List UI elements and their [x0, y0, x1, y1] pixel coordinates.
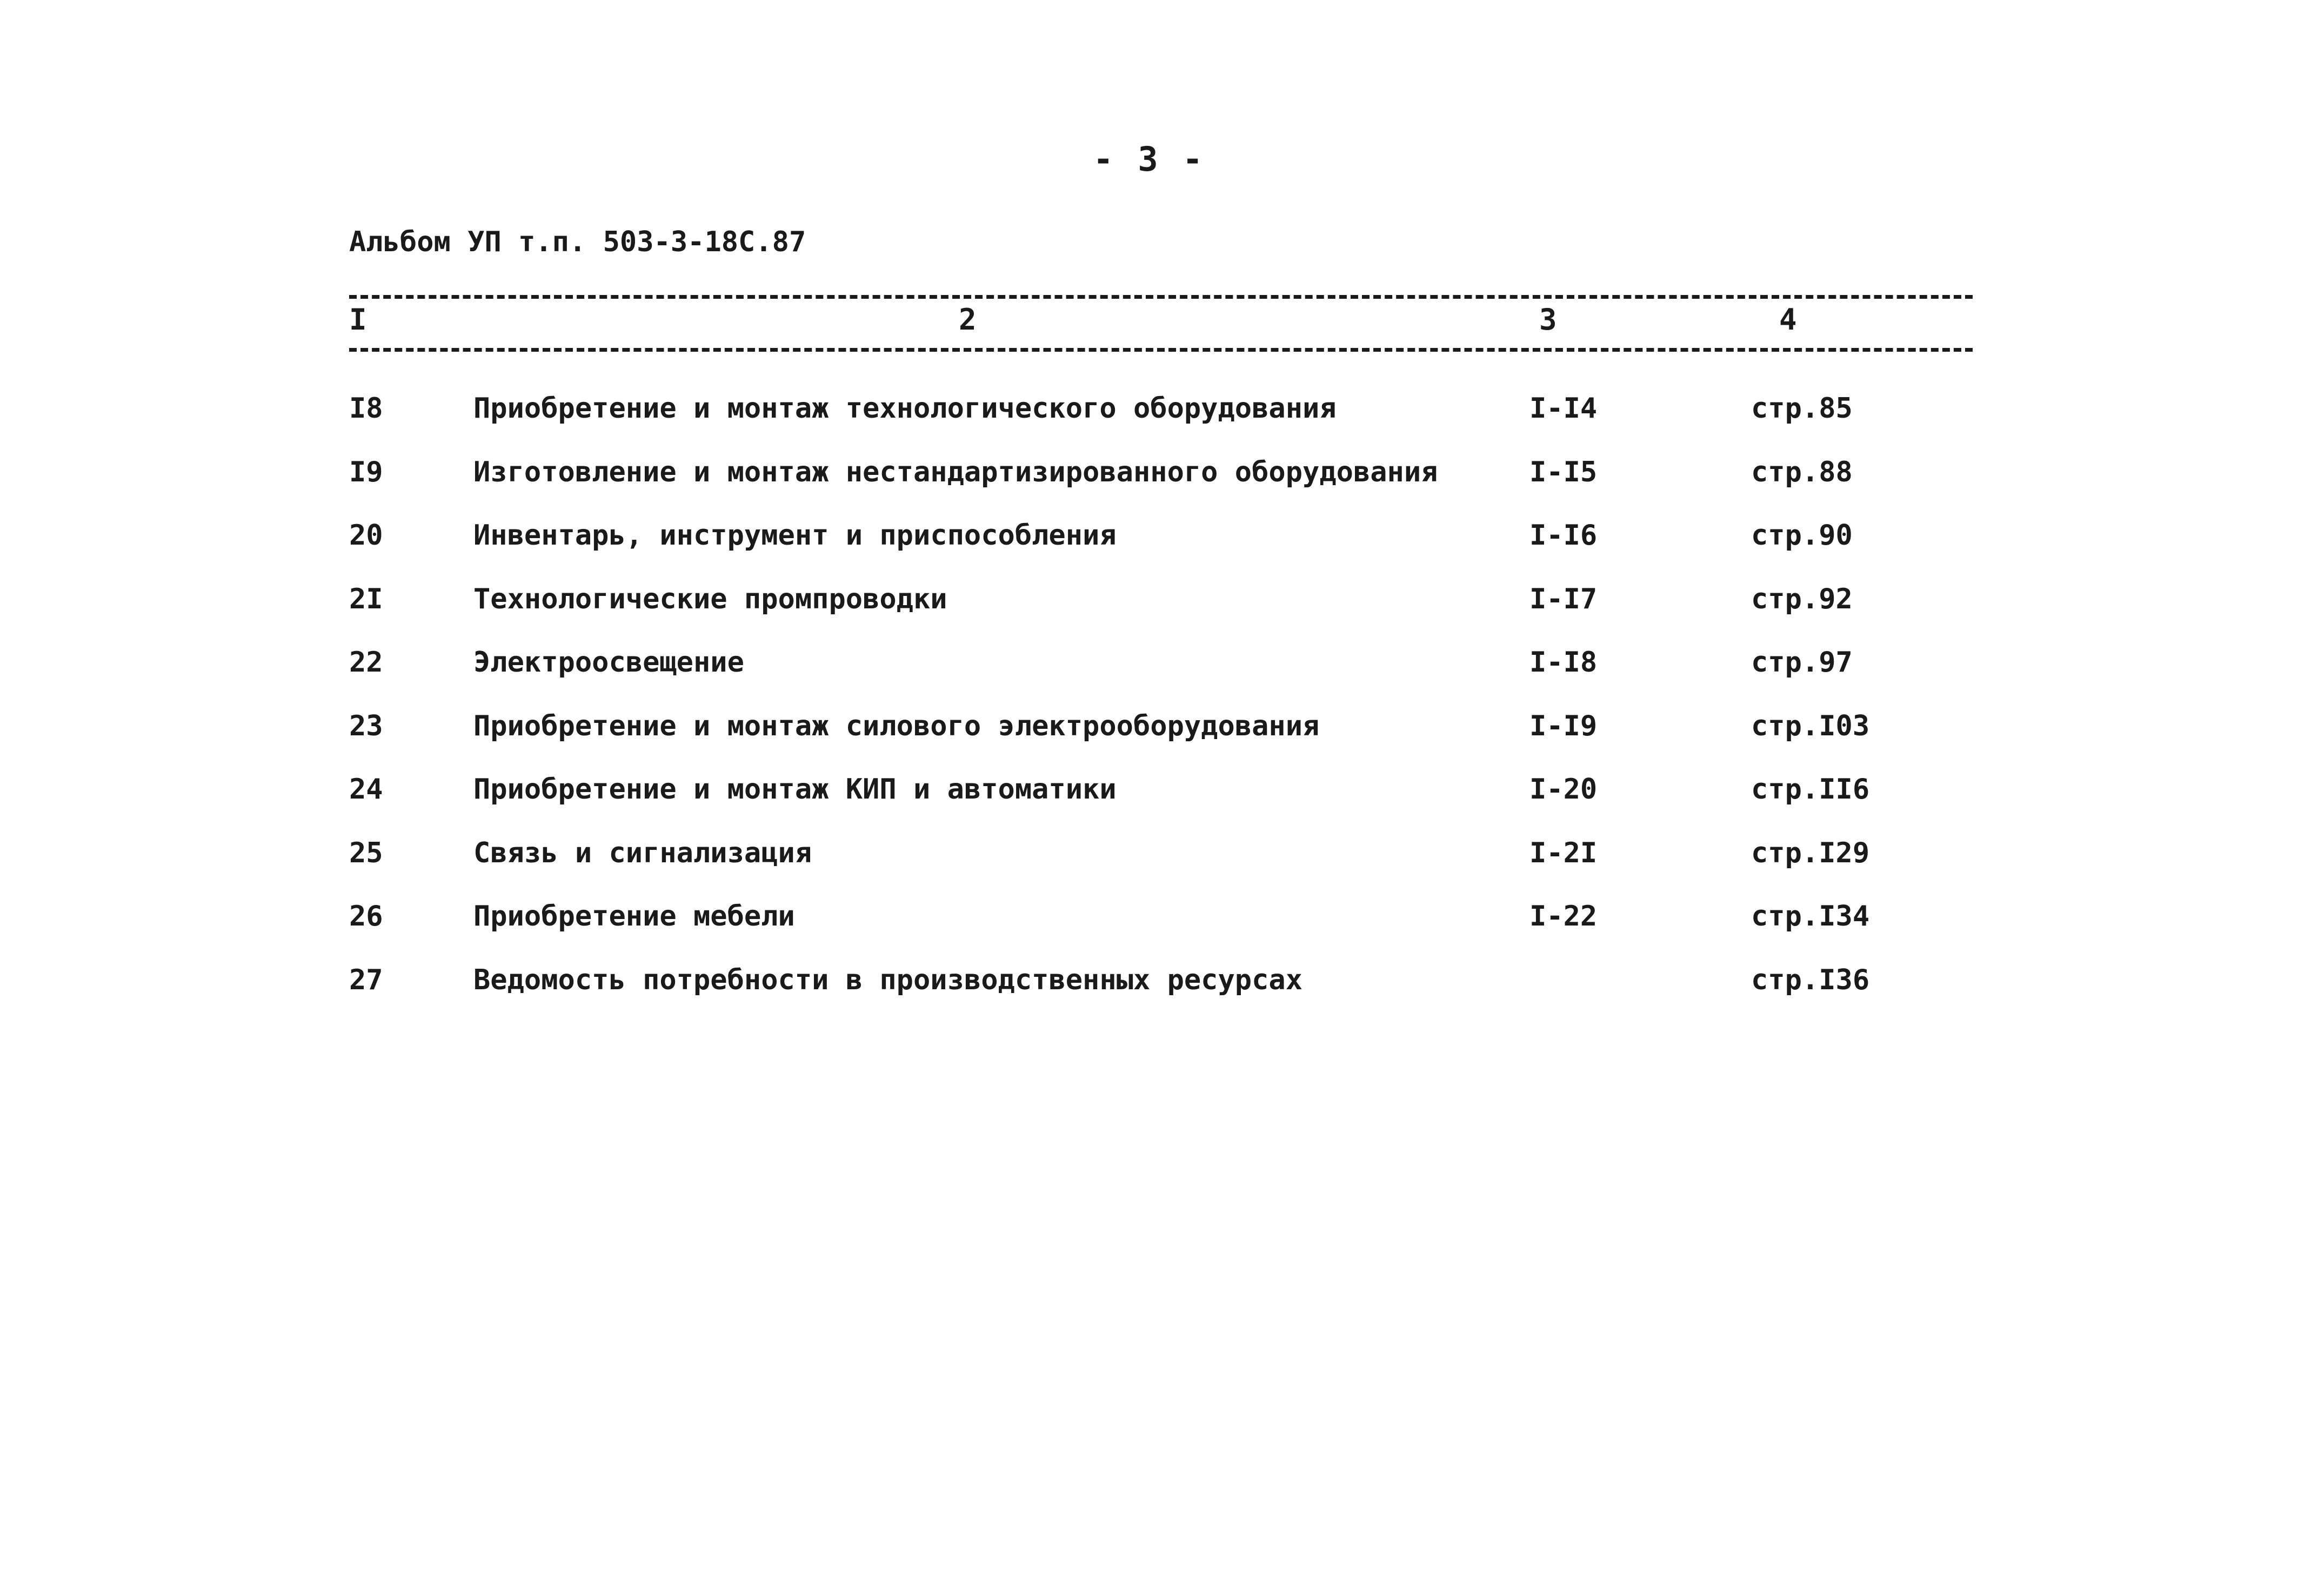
row-number: 2I: [349, 582, 383, 615]
row-title: Приобретение мебели: [473, 900, 795, 933]
row-code: I-I4: [1529, 392, 1598, 425]
row-code: I-20: [1529, 773, 1598, 806]
row-title: Приобретение и монтаж силового электрооборудования: [473, 709, 1320, 742]
album-title: Альбом УП т.п. 503-3-18С.87: [349, 226, 806, 258]
row-number: I9: [349, 455, 383, 488]
row-page: стр.I29: [1751, 836, 1870, 869]
row-code: I-I5: [1529, 455, 1598, 488]
table-header-rule: [349, 348, 1973, 352]
table-row: [0, 900, 2298, 964]
row-page: стр.88: [1751, 455, 1853, 488]
table-row: [0, 646, 2298, 710]
row-page: стр.I03: [1751, 709, 1870, 742]
table-row: [0, 710, 2298, 774]
column-header-2: 2: [959, 303, 977, 337]
row-page: стр.I34: [1751, 900, 1870, 933]
row-number: 23: [349, 709, 383, 742]
table-row: [0, 837, 2298, 901]
row-number: 27: [349, 963, 383, 996]
row-title: Ведомость потребности в производственных ресурсах: [473, 963, 1303, 996]
table-row: [0, 583, 2298, 647]
table-row: [0, 964, 2298, 1028]
row-code: I-2I: [1529, 836, 1598, 869]
table-row: [0, 456, 2298, 520]
row-number: I8: [349, 392, 383, 425]
row-title: Инвентарь, инструмент и приспособления: [473, 519, 1117, 552]
row-code: I-I8: [1529, 646, 1598, 679]
table-body: [0, 392, 2298, 1027]
row-code: I-I6: [1529, 519, 1598, 552]
row-code: I-I9: [1529, 709, 1598, 742]
row-number: 22: [349, 646, 383, 679]
row-number: 24: [349, 773, 383, 806]
row-title: Технологические промпроводки: [473, 582, 947, 615]
column-header-1: I: [349, 303, 367, 337]
row-page: стр.85: [1751, 392, 1853, 425]
row-number: 26: [349, 900, 383, 933]
table-row: [0, 392, 2298, 456]
column-header-3: 3: [1539, 303, 1557, 337]
row-title: Изготовление и монтаж нестандартизированного оборудования: [473, 455, 1438, 488]
row-page: стр.90: [1751, 519, 1853, 552]
row-code: I-I7: [1529, 582, 1598, 615]
page-number: - 3 -: [1093, 139, 1205, 179]
row-number: 25: [349, 836, 383, 869]
row-page: стр.92: [1751, 582, 1853, 615]
row-page: стр.97: [1751, 646, 1853, 679]
column-header-4: 4: [1779, 303, 1797, 337]
row-title: Электроосвещение: [473, 646, 744, 679]
row-title: Приобретение и монтаж технологического оборудования: [473, 392, 1337, 425]
row-title: Связь и сигнализация: [473, 836, 812, 869]
row-code: I-22: [1529, 900, 1598, 933]
table-row: [0, 519, 2298, 583]
row-page: стр.I36: [1751, 963, 1870, 996]
row-page: стр.II6: [1751, 773, 1870, 806]
table-row: [0, 773, 2298, 837]
table-top-rule: [349, 295, 1973, 299]
row-title: Приобретение и монтаж КИП и автоматики: [473, 773, 1117, 806]
row-number: 20: [349, 519, 383, 552]
